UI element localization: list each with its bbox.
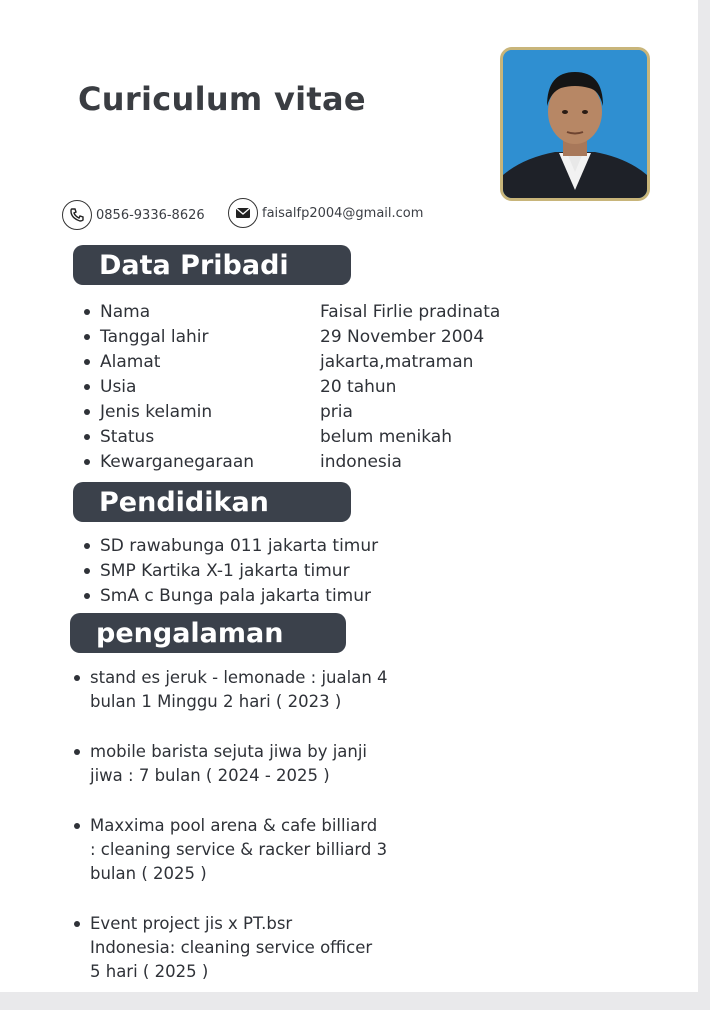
list-item: Alamat jakarta,matraman	[84, 349, 500, 374]
education-list	[84, 533, 378, 608]
email-icon	[228, 198, 258, 228]
list-item: SMP Kartika X-1 jakarta timur	[84, 558, 378, 583]
list-item: Status belum menikah	[84, 424, 500, 449]
personal-data-list	[84, 299, 500, 474]
phone-contact	[62, 200, 205, 230]
section-data-pribadi: Data Pribadi	[73, 245, 351, 285]
page-edge	[698, 0, 710, 1000]
list-item: stand es jeruk - lemonade : jualan 4 bulan 1 Minggu 2 hari ( 2023 )	[74, 666, 390, 714]
list-item: Nama Faisal Firlie pradinata	[84, 299, 500, 324]
page-title: Curiculum vitae	[78, 80, 366, 118]
list-item: SmA c Bunga pala jakarta timur	[84, 583, 378, 608]
section-pengalaman: pengalaman	[70, 613, 346, 653]
list-item: Usia 20 tahun	[84, 374, 500, 399]
email-address: faisalfp2004@gmail.com	[262, 205, 424, 221]
person-portrait-icon	[503, 50, 647, 198]
phone-number: 0856-9336-8626	[96, 207, 205, 223]
experience-list	[74, 666, 390, 1010]
section-pendidikan: Pendidikan	[73, 482, 351, 522]
list-item: SD rawabunga 011 jakarta timur	[84, 533, 378, 558]
list-item: Jenis kelamin pria	[84, 399, 500, 424]
list-item: Kewarganegaraan indonesia	[84, 449, 500, 474]
list-item: mobile barista sejuta jiwa by janji jiwa : 7 bulan ( 2024 - 2025 )	[74, 740, 390, 788]
list-item: Event project jis x PT.bsr Indonesia: cleaning service officer 5 hari ( 2025 )	[74, 912, 390, 984]
phone-icon	[62, 200, 92, 230]
email-contact	[228, 198, 423, 228]
profile-photo	[500, 47, 650, 201]
list-item: Tanggal lahir 29 November 2004	[84, 324, 500, 349]
list-item: Maxxima pool arena & cafe billiard : cleaning service & racker billiard 3 bulan ( 2025 )	[74, 814, 390, 886]
